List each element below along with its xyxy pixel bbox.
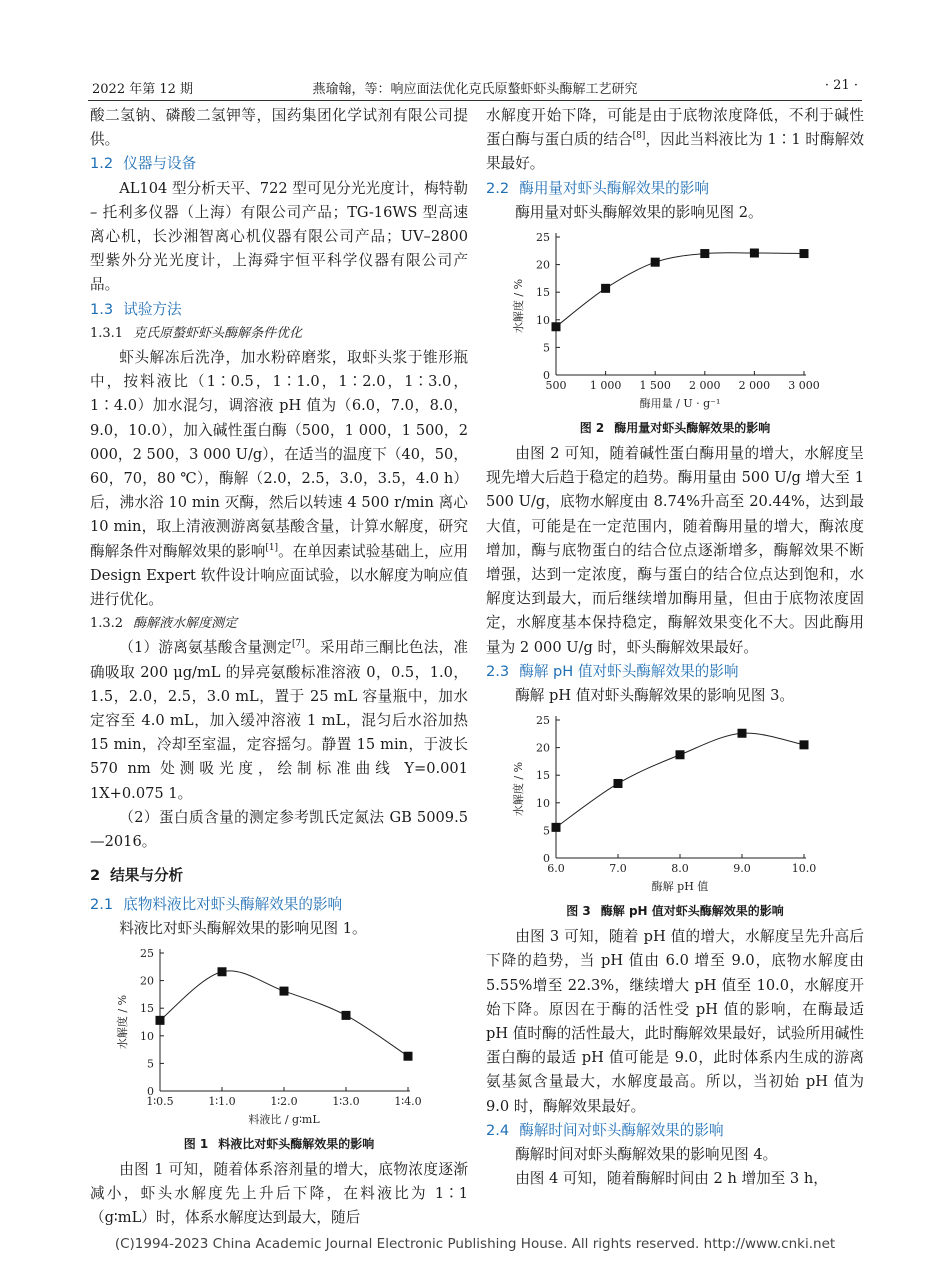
paragraph-fig4-text: 由图 4 可知，随着酶解时间由 2 h 增加至 3 h， xyxy=(515,1170,828,1188)
figure-1-caption: 图 1 料液比对虾头酶解效果的影响 xyxy=(183,1136,375,1151)
y-tick-label: 20 xyxy=(536,258,550,272)
page-number: · 21 · xyxy=(824,78,858,93)
y-tick-label: 5 xyxy=(543,341,550,355)
x-tick-label: 500 xyxy=(545,379,567,393)
data-point xyxy=(156,1016,165,1025)
right-column xyxy=(486,104,864,1191)
x-tick-label: 1∶1.0 xyxy=(208,1094,236,1108)
x-axis-label: 酶解 pH 值 xyxy=(651,880,709,894)
y-tick-label: 20 xyxy=(140,974,154,988)
paragraph-method: 虾头解冻后洗净，加水粉碎磨浆，取虾头浆于锥形瓶中，按料液比（1∶0.5，1∶1.0，1∶2.0，1∶3.0，1∶4.0）加水混匀，调溶液 pH 值为（6.0，7.0，8.0，9.0，10.0），加入碱性蛋白酶（500，1 000，1 500，2 000，2 500，3 000 U/g），在适当的温度下（40，50，60，70，80 ℃），酶解（2.0，2.5，3.0，3.5，4.0 h）后，沸水浴 10 min 灭酶，然后以转速 4 500 r/min 离心 10 min，取上清液测游离氨基酸含量，计算水解度，研究酶解条件对酶解效果的影响[1]。在单因素试验基础上，应用 Design Expert 软件设计响应面试验，以水解度为响应值进行优化。 xyxy=(90,349,468,609)
fig1-chart xyxy=(90,941,468,1131)
y-tick-label: 15 xyxy=(536,769,550,783)
paragraph-fig1-intro: 料液比对虾头酶解效果的影响见图 1。 xyxy=(119,919,367,937)
section-heading-2-2: 2.2 酶用量对虾头酶解效果的影响 xyxy=(486,179,709,197)
data-point xyxy=(676,751,685,760)
x-tick-label: 2 000 xyxy=(738,379,771,393)
data-point xyxy=(218,967,227,976)
paragraph-fig1-text: 由图 1 可知，随着体系溶剂量的增大，底物浓度逐渐减小，虾头水解度先上升后下降，在料液比为 1∶1（g∶mL）时，体系水解度达到最大，随后 xyxy=(90,1160,468,1227)
y-tick-label: 5 xyxy=(543,824,550,838)
x-tick-label: 1∶4.0 xyxy=(394,1094,422,1108)
paragraph-continued: 水解度开始下降，可能是由于底物浓度降低，不利于碱性蛋白酶与蛋白质的结合[8]，因此当料液比为 1∶1 时酶解效果最好。 xyxy=(486,107,864,173)
running-title: 燕瑜翰，等：响应面法优化克氏原螯虾虾头酶解工艺研究 xyxy=(312,82,638,97)
figure-3 xyxy=(486,708,864,898)
citation-ref: [8] xyxy=(632,131,646,142)
x-tick-label: 7.0 xyxy=(609,862,627,876)
section-heading-2-1: 2.1 底物料液比对虾头酶解效果的影响 xyxy=(90,895,343,913)
data-point xyxy=(601,284,610,293)
paragraph-reagents: 酸二氢钠、磷酸二氢钾等，国药集团化学试剂有限公司提供。 xyxy=(90,107,468,149)
x-tick-label: 1 000 xyxy=(589,379,622,393)
data-point xyxy=(342,1011,351,1020)
x-tick-label: 6.0 xyxy=(547,862,565,876)
data-point xyxy=(280,986,289,995)
y-axis-label: 水解度 / % xyxy=(512,762,525,817)
y-tick-label: 10 xyxy=(140,1029,154,1043)
x-tick-label: 2 000 xyxy=(689,379,721,393)
figure-3-caption: 图 3 酶解 pH 值对虾头酶解效果的影响 xyxy=(566,904,784,919)
running-header xyxy=(88,76,862,101)
y-tick-label: 20 xyxy=(536,741,550,755)
figure-1 xyxy=(90,941,468,1131)
x-axis-label: 料液比 / g∶mL xyxy=(248,1112,320,1126)
x-tick-label: 1∶2.0 xyxy=(270,1094,298,1108)
paragraph-fig3-intro: 酶解 pH 值对虾头酶解效果的影响见图 3。 xyxy=(515,687,794,705)
section-heading-2: 2 结果与分析 xyxy=(90,867,184,885)
y-tick-label: 0 xyxy=(147,1084,154,1098)
x-tick-label: 1∶3.0 xyxy=(332,1094,360,1108)
series-line xyxy=(556,733,804,827)
section-heading-2-4: 2.4 酶解时间对虾头酶解效果的影响 xyxy=(486,1121,724,1139)
subsection-heading-1-3-1: 1.3.1 克氏原螯虾虾头酶解条件优化 xyxy=(90,325,303,341)
y-axis-label: 水解度 / % xyxy=(512,278,525,334)
section-heading-2-3: 2.3 酶解 pH 值对虾头酶解效果的影响 xyxy=(486,662,739,680)
copyright-footer: (C)1994-2023 China Academic Journal Electronic Publishing House. All rights reserved. http://www.cnki.net xyxy=(114,1236,836,1252)
x-tick-label: 8.0 xyxy=(671,862,689,876)
data-point xyxy=(651,258,660,267)
x-tick-label: 9.0 xyxy=(733,862,751,876)
y-tick-label: 0 xyxy=(543,852,550,866)
y-tick-label: 5 xyxy=(147,1057,154,1071)
data-point xyxy=(552,322,561,331)
figure-2-caption: 图 2 酶用量对虾头酶解效果的影响 xyxy=(579,421,771,436)
citation-ref: [7] xyxy=(291,639,305,650)
data-point xyxy=(404,1052,413,1061)
y-tick-label: 10 xyxy=(536,797,550,811)
data-point xyxy=(552,823,561,832)
y-tick-label: 0 xyxy=(543,369,550,383)
data-point xyxy=(700,249,709,258)
figure-2 xyxy=(486,225,864,415)
series-line xyxy=(556,253,804,327)
fig2-chart xyxy=(486,225,864,415)
issue-label: 2022 年第 12 期 xyxy=(92,82,194,97)
section-heading-1-3: 1.3 试验方法 xyxy=(90,300,182,318)
subsection-heading-1-3-2: 1.3.2 酶解液水解度测定 xyxy=(90,616,238,632)
paragraph-fig2-intro: 酶用量对虾头酶解效果的影响见图 2。 xyxy=(515,203,763,221)
y-tick-label: 10 xyxy=(536,313,550,327)
y-tick-label: 15 xyxy=(140,1002,154,1016)
paragraph-fig3-text: 由图 3 可知，随着 pH 值的增大，水解度呈先升高后下降的趋势，当 pH 值由 6.0 增至 9.0，底物水解度由 5.55%增至 22.3%，继续增大 pH 值至 10.0，水解度开始下降。原因在于酶的活性受 pH 值的影响，在酶最适 pH 值时酶的活性最大，此时酶解效果最好，试验所用碱性蛋白酶的最适 pH 值可能是 9.0，此时体系内生成的游离氨基氮含量最大，水解度最高。所以，当初始 pH 值为 9.0 时，酶解效果最好。 xyxy=(486,928,864,1115)
paragraph-fig4-intro: 酶解时间对虾头酶解效果的影响见图 4。 xyxy=(515,1146,778,1164)
y-tick-label: 15 xyxy=(536,286,550,300)
data-point xyxy=(738,729,747,738)
paragraph-amino-acid: （1）游离氨基酸含量测定[7]。采用茚三酮比色法，准确吸取 200 μg/mL 的异亮氨酸标准溶液 0，0.5，1.0，1.5，2.0，2.5，3.0 mL，置于 25 mL 容量瓶中，加水定容至 4.0 mL，加入缓冲溶液 1 mL，混匀后水浴加热 15 min，冷却至室温，定容摇匀。静置 15 min，于波长 570 nm 处测吸光度，绘制标准曲线 Y=0.001 1X+0.075 1。 xyxy=(90,639,468,802)
y-tick-label: 25 xyxy=(536,231,550,245)
data-point xyxy=(800,741,809,750)
x-tick-label: 1 500 xyxy=(639,379,671,393)
citation-ref: [1] xyxy=(265,542,279,553)
y-tick-label: 25 xyxy=(140,946,154,960)
paragraph-fig2-text: 由图 2 可知，随着碱性蛋白酶用量的增大，水解度呈现先增大后趋于稳定的趋势。酶用量由 500 U/g 增大至 1 500 U/g，底物水解度由 8.74%升高至 20.44%，达到最大值，可能是在一定范围内，随着酶用量的增大，酶浓度增加，酶与底物蛋白的结合位点逐渐增多，酶解效果不断增强，达到一定浓度，酶与蛋白的结合位点达到饱和，水解度达到最大，而后继续增加酶用量，但由于底物浓度固定，水解度基本保持稳定，酶解效果变化不大。因此酶用量为 2 000 U/g 时，虾头酶解效果最好。 xyxy=(486,445,864,656)
series-line xyxy=(160,971,408,1056)
x-tick-label: 3 000 xyxy=(788,379,820,393)
left-column xyxy=(90,104,468,1231)
y-axis-label: 水解度 / % xyxy=(116,994,129,1049)
fig3-chart xyxy=(486,708,864,898)
paragraph-protein: （2）蛋白质含量的测定参考凯氏定氮法 GB 5009.5—2016。 xyxy=(90,808,468,851)
data-point xyxy=(800,249,809,258)
x-axis-label: 酶用量 / U · g⁻¹ xyxy=(639,397,721,411)
y-tick-label: 25 xyxy=(536,714,550,728)
data-point xyxy=(750,249,759,258)
paragraph-instruments: AL104 型分析天平、722 型可见分光光度计，梅特勒 – 托利多仪器（上海）有限公司产品；TG-16WS 型高速离心机，长沙湘智离心机仪器有限公司产品；UV–2800 型紫外分光光度计，上海舜宇恒平科学仪器有限公司产品。 xyxy=(90,179,468,294)
x-tick-label: 10.0 xyxy=(791,862,817,876)
x-tick-label: 1∶0.5 xyxy=(146,1094,174,1108)
section-heading-1-2: 1.2 仪器与设备 xyxy=(90,155,197,173)
data-point xyxy=(614,779,623,788)
